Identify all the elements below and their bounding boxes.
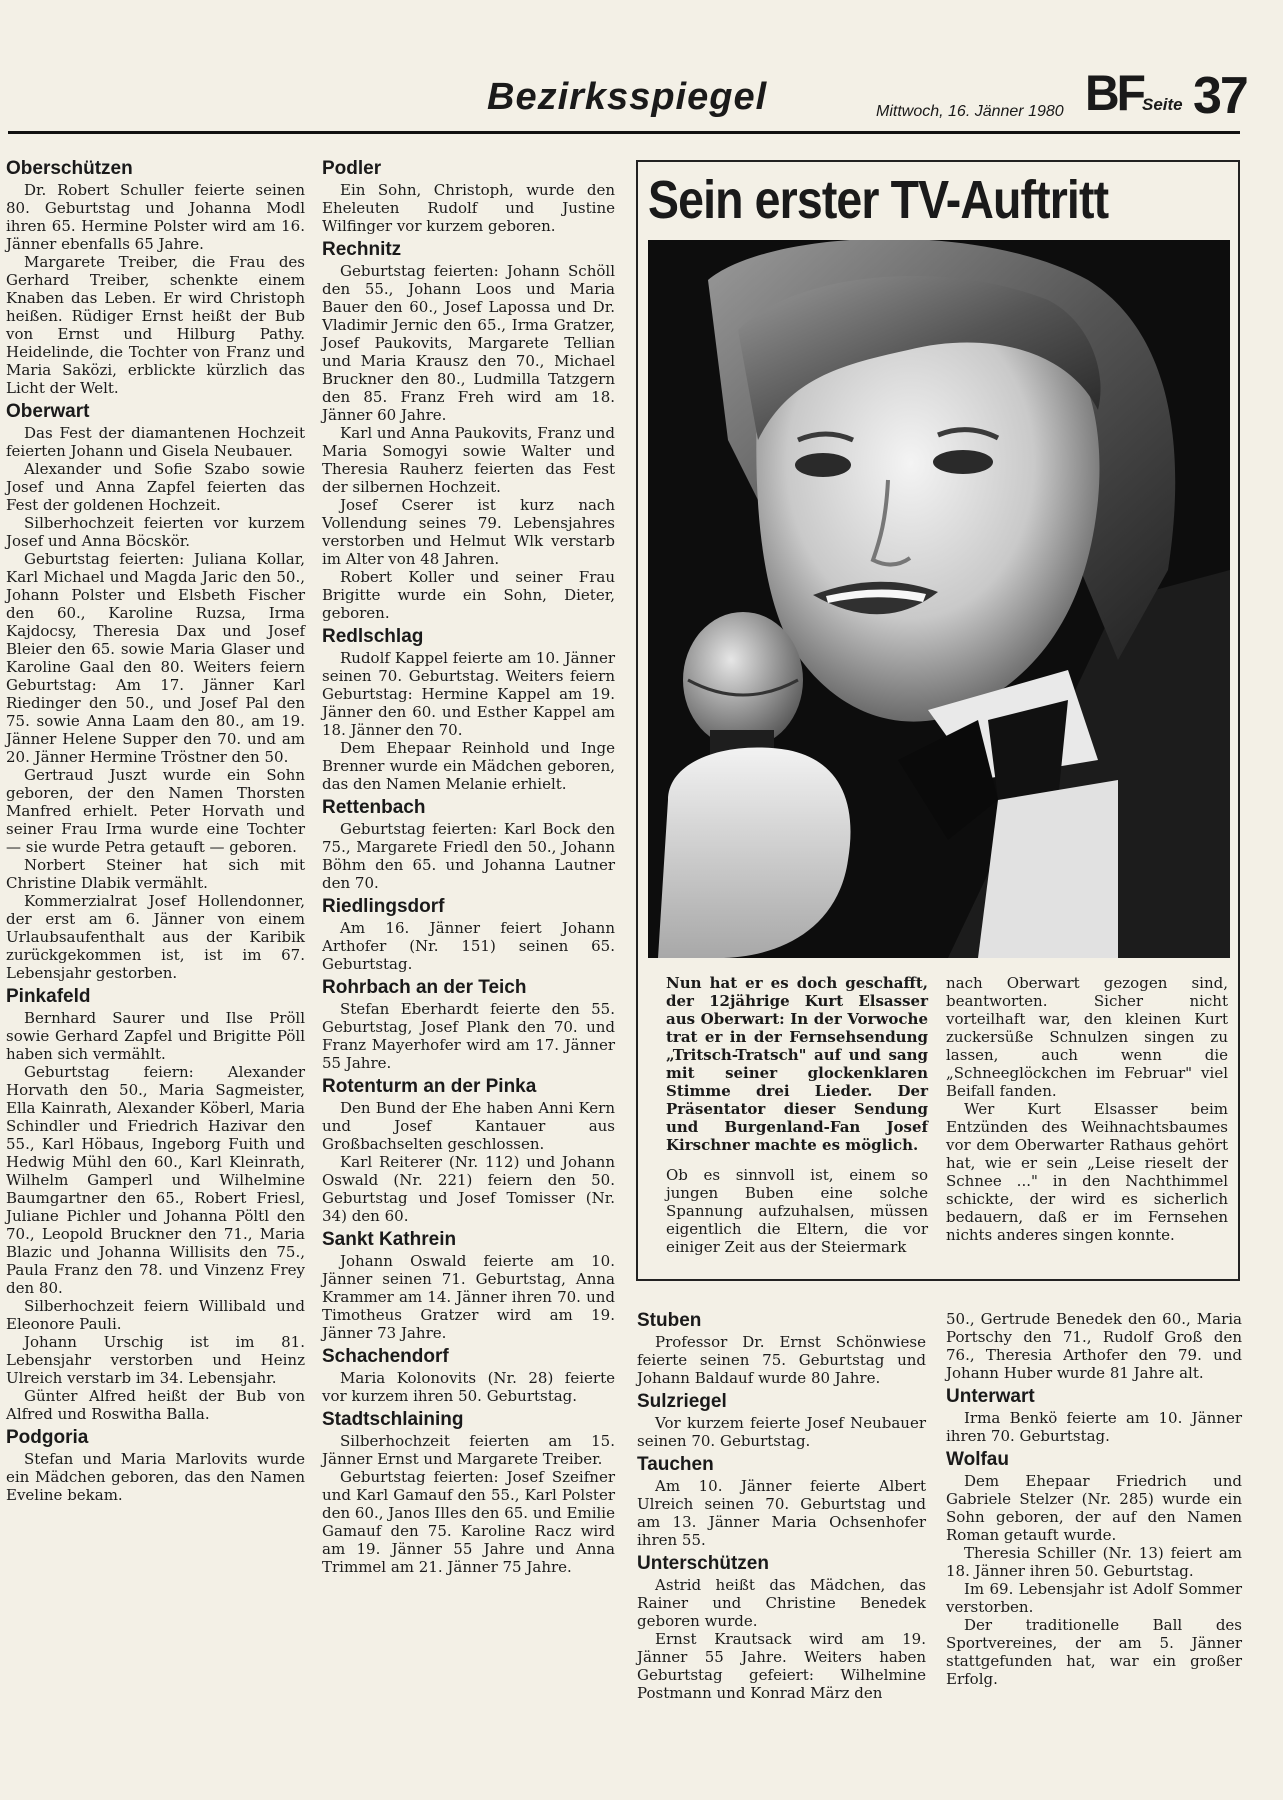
locality-heading: Riedlingsdorf bbox=[322, 896, 445, 917]
news-paragraph: Astrid heißt das Mädchen, das Rainer und Christine Benedek geboren wurde. bbox=[637, 1576, 926, 1630]
header-rule bbox=[8, 131, 1240, 134]
news-paragraph: Am 16. Jänner feiert Johann Arthofer (Nr. 151) seinen 65. Geburtstag. bbox=[322, 919, 615, 973]
feature-body-right-2: Wer Kurt Elsasser beim Entzünden des Weihnachtsbaumes vor dem Oberwarter Rathaus gehört hat, wie er sein „Leise rieselt der Schnee ..." in den Nachthimmel schickte, der wird es sicherlich bedauern, daß er im Fernsehen nichts anderes singen konnte. bbox=[946, 1100, 1228, 1244]
feature-photo bbox=[648, 240, 1230, 958]
news-paragraph: 50., Gertrude Benedek den 60., Maria Portschy den 71., Rudolf Groß den 76., Theresia Arthofer den 79. und Johann Huber wurde 81 Jahre alt. bbox=[946, 1310, 1242, 1382]
news-paragraph: Robert Koller und seiner Frau Brigitte wurde ein Sohn, Dieter, geboren. bbox=[322, 568, 615, 622]
news-paragraph: Stefan und Maria Marlovits wurde ein Mädchen geboren, das den Namen Eveline bekam. bbox=[6, 1450, 305, 1504]
feature-lead: Nun hat er es doch geschafft, der 12jährige Kurt Elsasser aus Oberwart: In der Vorwoche trat er in der Fernsehsendung „Tritsch-Tratsch" auf und sang mit seiner glockenklaren Stimme drei Lieder. Der Präsentator dieser Sendung und Burgenland-Fan Josef Kirschner machte es möglich. bbox=[666, 974, 928, 1154]
page-header bbox=[0, 0, 1283, 140]
news-paragraph: Im 69. Lebensjahr ist Adolf Sommer verstorben. bbox=[946, 1580, 1242, 1616]
section-title: Bezirksspiegel bbox=[487, 76, 768, 118]
feature-body-left: Ob es sinnvoll ist, einem so jungen Buben eine solche Spannung aufzuhalsen, müssen eigentlich die Eltern, die vor einiger Zeit aus der Steiermark bbox=[666, 1166, 928, 1256]
news-paragraph: Kommerzialrat Josef Hollendonner, der erst am 6. Jänner von einem Urlaubsaufenthalt aus der Karibik zurückgekommen ist, ist im 67. Lebensjahr gestorben. bbox=[6, 892, 305, 982]
locality-heading: Rettenbach bbox=[322, 797, 426, 818]
news-paragraph: Professor Dr. Ernst Schönwiese feierte seinen 75. Geburtstag und Johann Baldauf wurde 80 Jahre. bbox=[637, 1333, 926, 1387]
newspaper-logo: BF bbox=[1085, 65, 1143, 122]
news-paragraph: Geburtstag feierten: Karl Bock den 75., Margarete Friedl den 50., Johann Böhm den 65. und Johanna Lautner den 70. bbox=[322, 820, 615, 892]
locality-heading: Podler bbox=[322, 158, 382, 179]
news-paragraph: Johann Urschig ist im 81. Lebensjahr verstorben und Heinz Ulreich verstarb im 34. Lebensjahr. bbox=[6, 1333, 305, 1387]
news-paragraph: Karl Reiterer (Nr. 112) und Johann Oswald (Nr. 221) feiern den 50. Geburtstag und Josef Tomisser (Nr. 34) den 60. bbox=[322, 1153, 615, 1225]
locality-heading: Sulzriegel bbox=[637, 1391, 727, 1412]
news-paragraph: Gertraud Juszt wurde ein Sohn geboren, der den Namen Thorsten Manfred erhielt. Peter Horvath und seiner Frau Irma wurde eine Tochter — sie wurde Petra getauft — geboren. bbox=[6, 766, 305, 856]
news-paragraph: Den Bund der Ehe haben Anni Kern und Josef Kantauer aus Großbachselten geschlossen. bbox=[322, 1099, 615, 1153]
news-paragraph: Irma Benkö feierte am 10. Jänner ihren 70. Geburtstag. bbox=[946, 1409, 1242, 1445]
locality-heading: Stuben bbox=[637, 1310, 702, 1331]
news-column-3 bbox=[637, 1310, 926, 1702]
news-paragraph: Karl und Anna Paukovits, Franz und Maria Somogyi sowie Walter und Theresia Rauherz feierten das Fest der silbernen Hochzeit. bbox=[322, 424, 615, 496]
locality-heading: Oberwart bbox=[6, 401, 90, 422]
locality-heading: Redlschlag bbox=[322, 626, 424, 647]
news-paragraph: Das Fest der diamantenen Hochzeit feierten Johann und Gisela Neubauer. bbox=[6, 424, 305, 460]
news-paragraph: Theresia Schiller (Nr. 13) feiert am 18. Jänner ihren 50. Geburtstag. bbox=[946, 1544, 1242, 1580]
news-paragraph: Geburtstag feierten: Josef Szeifner und Karl Gamauf den 55., Karl Polster den 60., Janos Illes den 65. und Emilie Gamauf den 75. Karoline Racz wird am 19. Jänner 55 Jahre und Anna Trimmel am 21. Jänner 75 Jahre. bbox=[322, 1468, 615, 1576]
news-paragraph: Alexander und Sofie Szabo sowie Josef und Anna Zapfel feierten das Fest der goldenen Hochzeit. bbox=[6, 460, 305, 514]
locality-heading: Rechnitz bbox=[322, 239, 402, 260]
feature-body-right-1: nach Oberwart gezogen sind, beantworten. Sicher nicht vorteilhaft war, den kleinen Kurt zuckersüße Schnulzen singen zu lassen, auch wenn die „Schneeglöckchen im Februar" viel Beifall fanden. bbox=[946, 974, 1228, 1100]
locality-heading: Unterwart bbox=[946, 1386, 1035, 1407]
news-paragraph: Stefan Eberhardt feierte den 55. Geburtstag, Josef Plank den 70. und Franz Mayerhofer wird am 17. Jänner 55 Jahre. bbox=[322, 1000, 615, 1072]
news-paragraph: Bernhard Saurer und Ilse Pröll sowie Gerhard Zapfel und Brigitte Pöll haben sich vermählt. bbox=[6, 1009, 305, 1063]
news-column-4 bbox=[946, 1310, 1242, 1688]
locality-heading: Schachendorf bbox=[322, 1346, 449, 1367]
news-paragraph: Geburtstag feiern: Alexander Horvath den 50., Maria Sagmeister, Ella Kainrath, Alexander Köberl, Maria Schindler und Friedrich Hazivar den 55., Karl Höbaus, Ingeborg Fuith und Hedwig Mühl den 60., Karl Kleinrath, Wilhelm Gamperl und Wilhelmine Baumgartner den 65., Robert Friesl, Juliane Pichler und Johanna Pöltl den 70., Leopold Bruckner den 71., Maria Blazic und Johanna Willisits den 75., Paula Franz den 78. und Vinzenz Frey den 80. bbox=[6, 1063, 305, 1297]
page-number: 37 bbox=[1193, 67, 1247, 125]
news-paragraph: Dem Ehepaar Friedrich und Gabriele Stelzer (Nr. 285) wurde ein Sohn geboren, der auf den Namen Roman getauft wurde. bbox=[946, 1472, 1242, 1544]
news-column-1 bbox=[6, 158, 305, 1504]
locality-heading: Tauchen bbox=[637, 1454, 714, 1475]
news-paragraph: Rudolf Kappel feierte am 10. Jänner seinen 70. Geburtstag. Weiters feiern Geburtstag: Hermine Kappel am 19. Jänner den 60. und Esther Kappel am 18. Jänner den 70. bbox=[322, 649, 615, 739]
feature-right-column bbox=[946, 974, 1228, 1244]
news-paragraph: Silberhochzeit feierten vor kurzem Josef und Anna Böcskör. bbox=[6, 514, 305, 550]
news-paragraph: Ernst Krautsack wird am 19. Jänner 55 Jahre. Weiters haben Geburtstag gefeiert: Wilhelmine Postmann und Konrad März den bbox=[637, 1630, 926, 1702]
locality-heading: Oberschützen bbox=[6, 158, 133, 179]
news-column-2 bbox=[322, 158, 615, 1576]
news-paragraph: Ein Sohn, Christoph, wurde den Eheleuten Rudolf und Justine Wilfinger vor kurzem geboren. bbox=[322, 181, 615, 235]
news-paragraph: Margarete Treiber, die Frau des Gerhard Treiber, schenkte einem Knaben das Leben. Er wird Christoph heißen. Rüdiger Ernst heißt der Bub von Ernst und Hilburg Pathy. Heidelinde, die Tochter von Franz und Maria Saközi, erblickte kürzlich das Licht der Welt. bbox=[6, 253, 305, 397]
news-paragraph: Am 10. Jänner feierte Albert Ulreich seinen 70. Geburtstag und am 13. Jänner Maria Ochsenhofer ihren 55. bbox=[637, 1477, 926, 1549]
news-paragraph: Der traditionelle Ball des Sportvereines, der am 5. Jänner stattgefunden hat, war ein großer Erfolg. bbox=[946, 1616, 1242, 1688]
news-paragraph: Günter Alfred heißt der Bub von Alfred und Roswitha Balla. bbox=[6, 1387, 305, 1423]
news-paragraph: Geburtstag feierten: Johann Schöll den 55., Johann Loos und Maria Bauer den 60., Josef Lapossa und Dr. Vladimir Jernic den 65., Irma Gratzer, Josef Paukovits, Margarete Tellian und Maria Krausz den 70., Michael Bruckner den 80., Ludmilla Tatzgern den 85. Franz Freh wird am 18. Jänner 60 Jahre. bbox=[322, 262, 615, 424]
locality-heading: Rotenturm an der Pinka bbox=[322, 1076, 537, 1097]
locality-heading: Podgoria bbox=[6, 1427, 89, 1448]
locality-heading: Unterschützen bbox=[637, 1553, 769, 1574]
locality-heading: Rohrbach an der Teich bbox=[322, 977, 527, 998]
news-paragraph: Vor kurzem feierte Josef Neubauer seinen 70. Geburtstag. bbox=[637, 1414, 926, 1450]
locality-heading: Pinkafeld bbox=[6, 986, 91, 1007]
news-paragraph: Johann Oswald feierte am 10. Jänner seinen 71. Geburtstag, Anna Krammer am 14. Jänner ihren 70. und Timotheus Gratzer wird am 19. Jänner 73 Jahre. bbox=[322, 1252, 615, 1342]
feature-article bbox=[636, 160, 1240, 1281]
news-paragraph: Dem Ehepaar Reinhold und Inge Brenner wurde ein Mädchen geboren, das den Namen Melanie erhielt. bbox=[322, 739, 615, 793]
singer-photo-illustration bbox=[648, 240, 1230, 958]
locality-heading: Sankt Kathrein bbox=[322, 1229, 457, 1250]
news-paragraph: Silberhochzeit feiern Willibald und Eleonore Pauli. bbox=[6, 1297, 305, 1333]
locality-heading: Stadtschlaining bbox=[322, 1409, 464, 1430]
news-paragraph: Norbert Steiner hat sich mit Christine Dlabik vermählt. bbox=[6, 856, 305, 892]
news-paragraph: Josef Cserer ist kurz nach Vollendung seines 79. Lebensjahres verstorben und Helmut Wlk verstarb im Alter von 48 Jahren. bbox=[322, 496, 615, 568]
news-paragraph: Dr. Robert Schuller feierte seinen 80. Geburtstag und Johanna Modl ihren 65. Hermine Polster wird am 16. Jänner ebenfalls 65 Jahre. bbox=[6, 181, 305, 253]
news-paragraph: Maria Kolonovits (Nr. 28) feierte vor kurzem ihren 50. Geburtstag. bbox=[322, 1369, 615, 1405]
page-label: Seite bbox=[1142, 95, 1183, 114]
feature-left-column bbox=[666, 974, 928, 1256]
issue-date: Mittwoch, 16. Jänner 1980 bbox=[876, 103, 1064, 120]
news-paragraph: Silberhochzeit feierten am 15. Jänner Ernst und Margarete Treiber. bbox=[322, 1432, 615, 1468]
news-paragraph: Geburtstag feierten: Juliana Kollar, Karl Michael und Magda Jaric den 50., Johann Polster und Elsbeth Fischer den 60., Karoline Ruzsa, Irma Kajdocsy, Theresia Dax und Josef Bleier den 65. sowie Maria Glaser und Karoline Gaal den 80. Weiters feiern Geburtstag: Am 17. Jänner Karl Riedinger den 50., und Josef Pal den 75. sowie Anna Laam den 80., am 19. Jänner Helene Supper den 70. und am 20. Jänner Hermine Tröstner den 50. bbox=[6, 550, 305, 766]
feature-headline: Sein erster TV-Auftritt bbox=[648, 170, 1109, 230]
locality-heading: Wolfau bbox=[946, 1449, 1009, 1470]
